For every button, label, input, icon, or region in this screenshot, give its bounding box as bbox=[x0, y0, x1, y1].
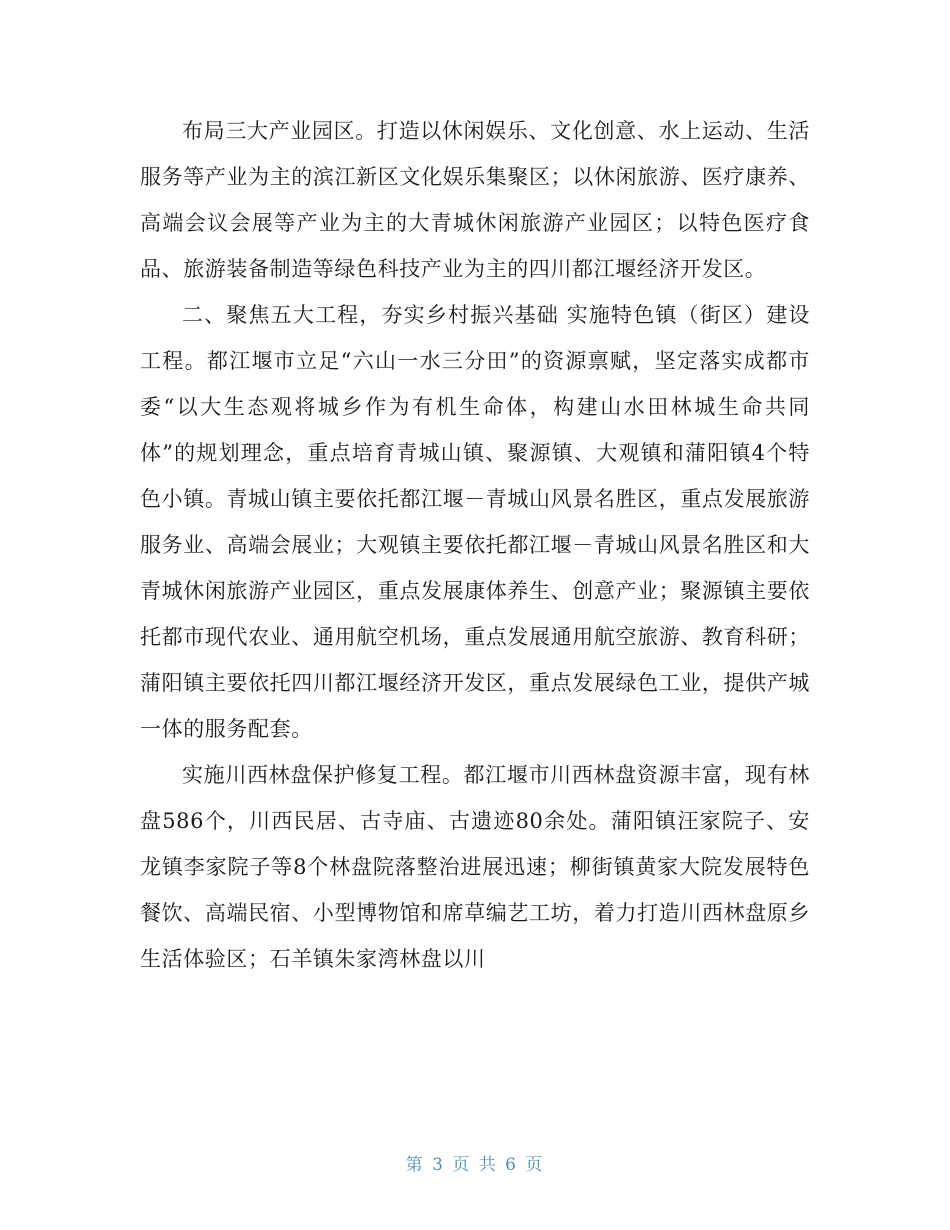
document-body bbox=[140, 108, 810, 982]
page-number-footer: 第 3 页 共 6 页 bbox=[405, 1155, 545, 1175]
paragraph-linpan-protection: 实施川西林盘保护修复工程。都江堰市川西林盘资源丰富，现有林盘586个，川西民居、古寺庙、古遗迹80余处。蒲阳镇汪家院子、安龙镇李家院子等8个林盘院落整治进展迅速；柳街镇黄家大院发展特色餐饮、高端民宿、小型博物馆和席草编艺工坊，着力打造川西林盘原乡生活体验区；石羊镇朱家湾林盘以川 bbox=[140, 763, 810, 971]
paragraph-five-projects: 二、聚焦五大工程，夯实乡村振兴基础 实施特色镇（街区）建设工程。都江堰市立足“六山一水三分田”的资源禀赋，坚定落实成都市委“以大生态观将城乡作为有机生命体，构建山水田林城生命共同体”的规划理念，重点培育青城山镇、聚源镇、大观镇和蒲阳镇4个特色小镇。青城山镇主要依托都江堰－青城山风景名胜区，重点发展旅游服务业、高端会展业；大观镇主要依托都江堰－青城山风景名胜区和大青城休闲旅游产业园区，重点发展康体养生、创意产业；聚源镇主要依托都市现代农业、通用航空机场，重点发展通用航空旅游、教育科研；蒲阳镇主要依托四川都江堰经济开发区，重点发展绿色工业，提供产城一体的服务配套。 bbox=[140, 303, 810, 741]
paragraph-industrial-parks: 布局三大产业园区。打造以休闲娱乐、文化创意、水上运动、生活服务等产业为主的滨江新区文化娱乐集聚区；以休闲旅游、医疗康养、高端会议会展等产业为主的大青城休闲旅游产业园区；以特色医疗食品、旅游装备制造等绿色科技产业为主的四川都江堰经济开发区。 bbox=[140, 119, 810, 281]
